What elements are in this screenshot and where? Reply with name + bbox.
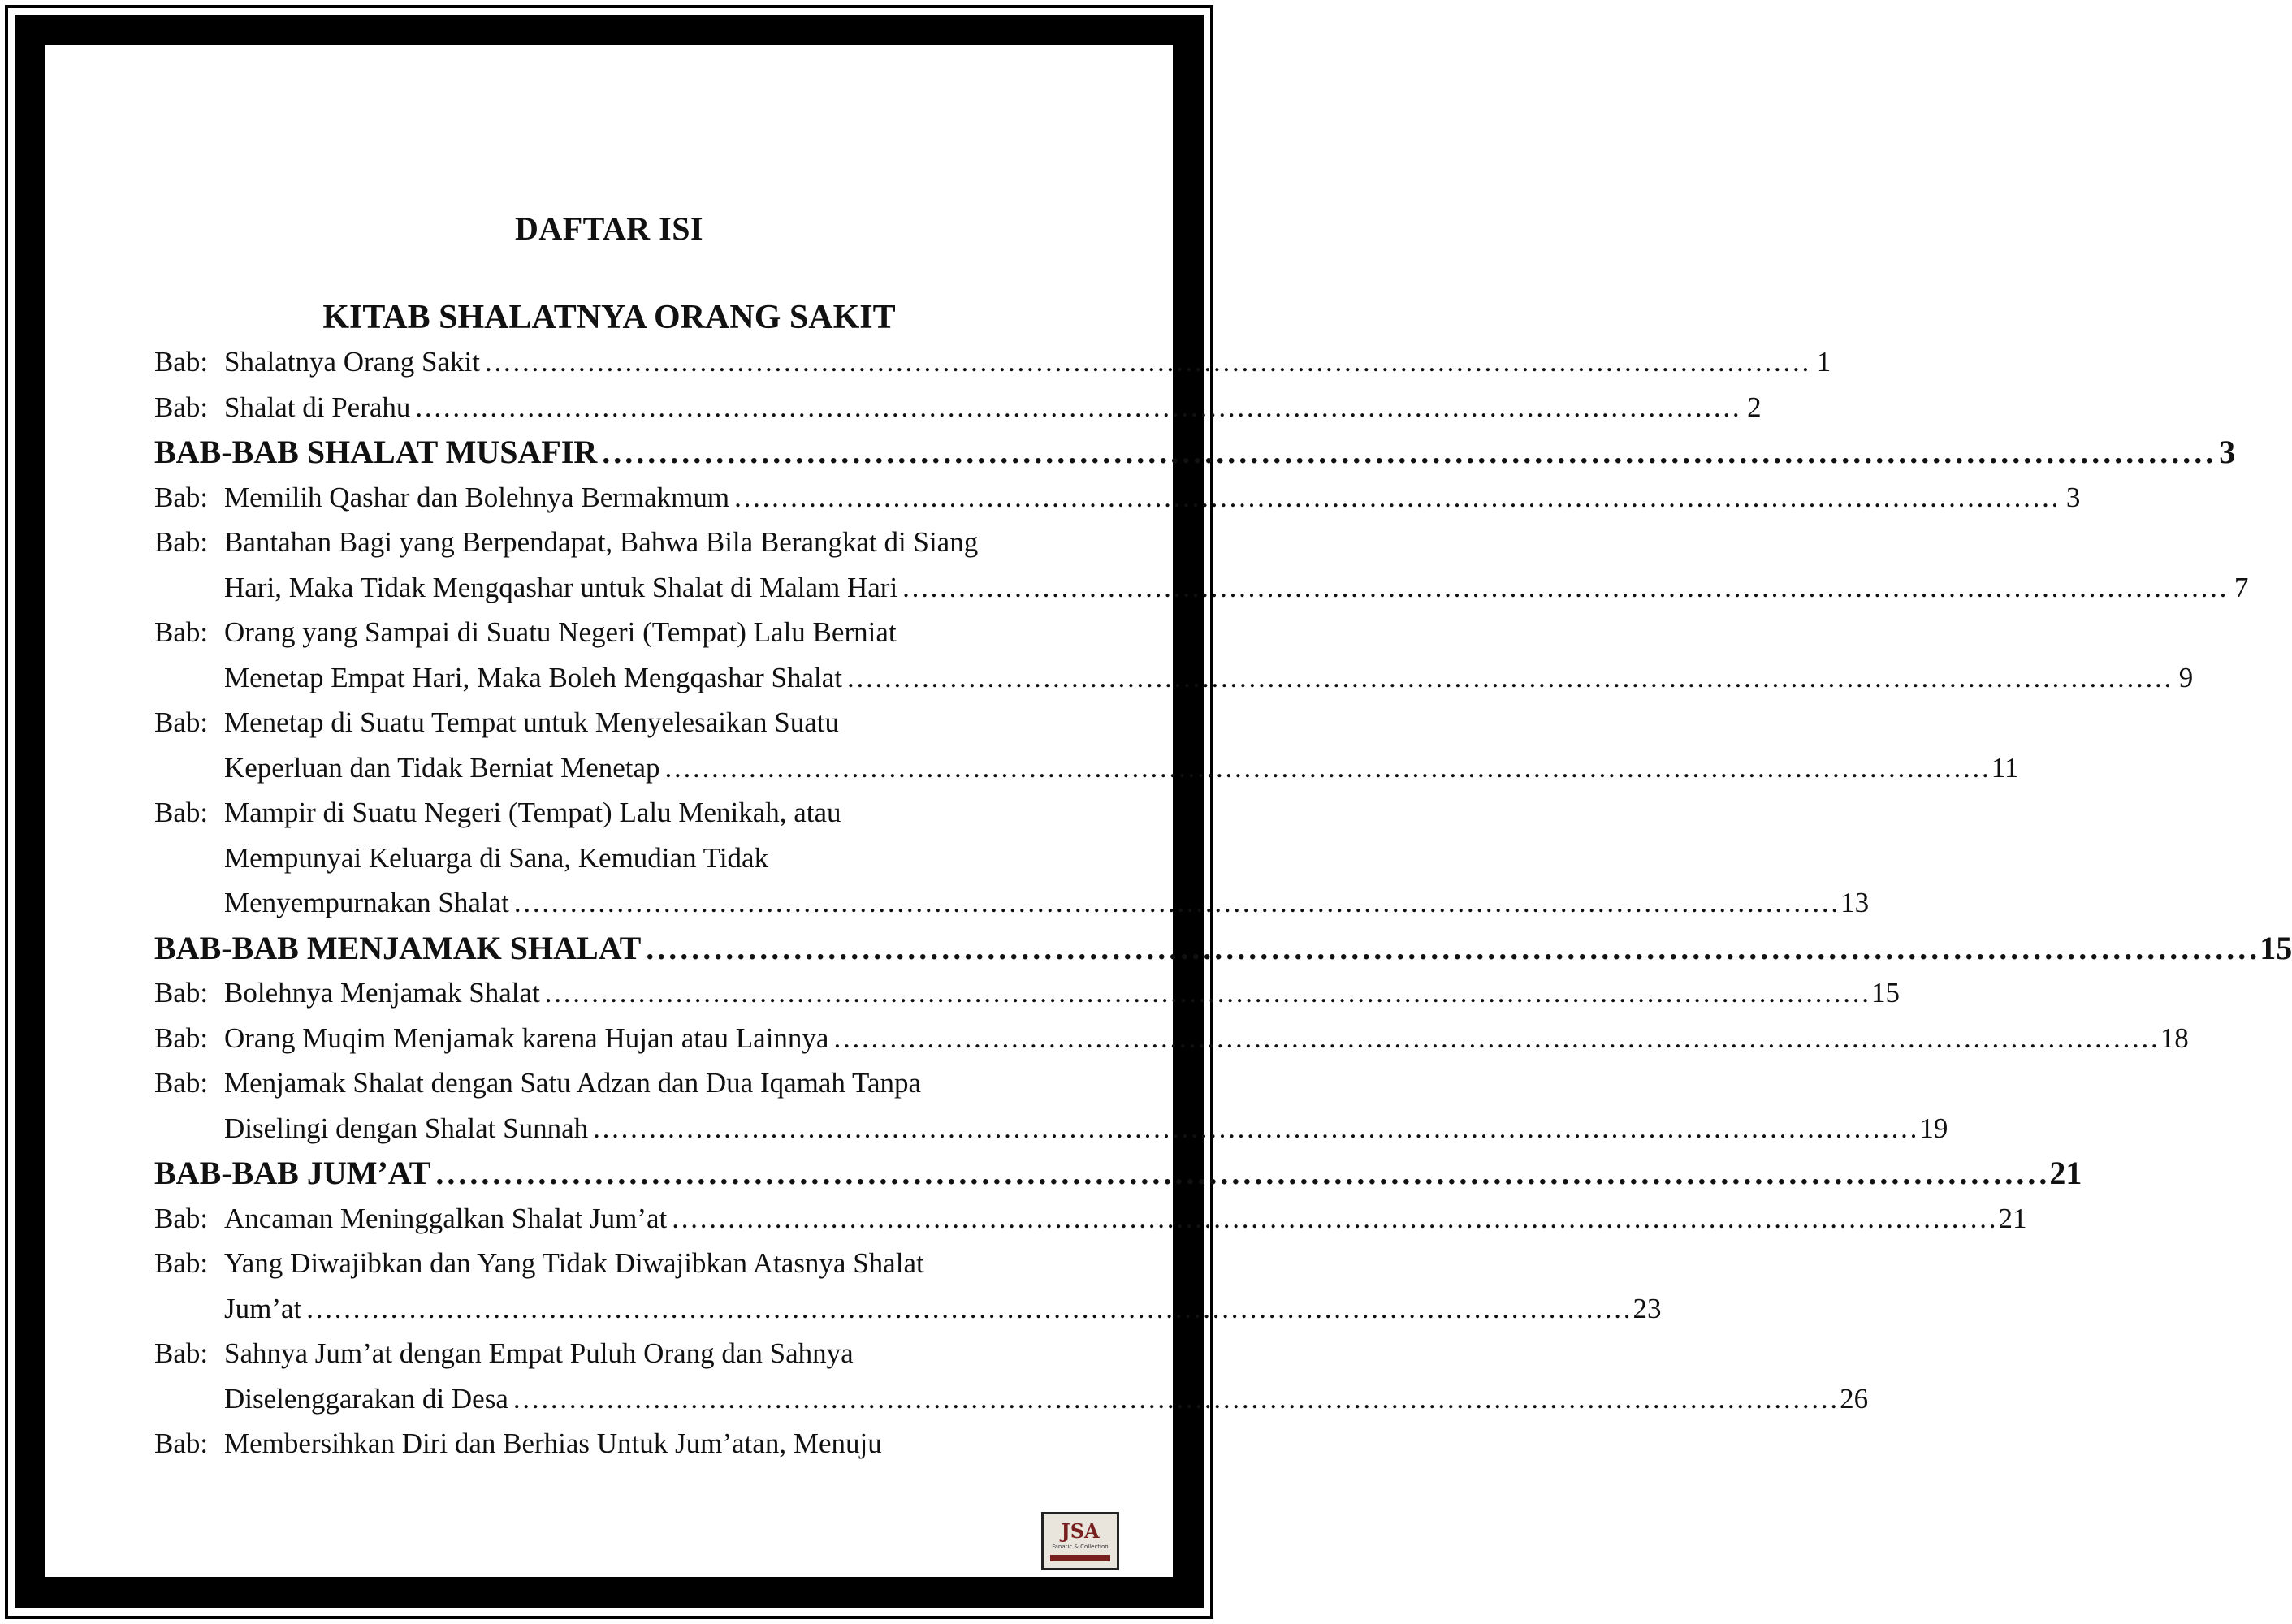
toc-line bbox=[154, 1016, 2189, 1061]
dot-leader bbox=[847, 655, 2169, 701]
toc-entry bbox=[154, 385, 1762, 430]
toc-entry bbox=[154, 1241, 1662, 1331]
toc-line bbox=[154, 1151, 2082, 1196]
dot-leader bbox=[734, 475, 2056, 520]
page-number: 23 bbox=[1633, 1292, 1662, 1324]
dot-leader bbox=[435, 1151, 2044, 1196]
toc-entry bbox=[154, 1196, 2027, 1242]
page-number: 18 bbox=[2160, 1021, 2189, 1054]
chapter-title: BAB-BAB MENJAMAK SHALAT bbox=[154, 929, 642, 966]
bab-prefix: Bab: bbox=[154, 346, 209, 378]
page-number: 13 bbox=[1840, 887, 1870, 918]
page-number: 21 bbox=[2049, 1155, 2082, 1191]
toc-line bbox=[154, 339, 1831, 385]
toc-line bbox=[154, 700, 1087, 745]
toc-line bbox=[154, 1241, 1087, 1286]
bab-prefix: Bab: bbox=[154, 1247, 209, 1279]
entry-title: Jum’at bbox=[224, 1292, 302, 1324]
dot-leader bbox=[665, 745, 1987, 791]
toc-entry bbox=[154, 1331, 1869, 1421]
bab-prefix: Bab: bbox=[154, 1202, 209, 1234]
toc-line bbox=[154, 1331, 1087, 1376]
entry-title: Shalatnya Orang Sakit bbox=[224, 346, 480, 378]
dot-leader bbox=[902, 565, 2224, 611]
entry-title: Membersihkan Diri dan Berhias Untuk Jum’atan, Menuju bbox=[224, 1427, 882, 1459]
toc-entry bbox=[154, 970, 1901, 1016]
toc-line bbox=[154, 1376, 1869, 1422]
bab-prefix: Bab: bbox=[154, 1067, 209, 1099]
entry-title: Ancaman Meninggalkan Shalat Jum’at bbox=[224, 1202, 668, 1234]
entry-title: Mempunyai Keluarga di Sana, Kemudian Tidak bbox=[224, 841, 769, 874]
toc-line bbox=[154, 520, 1087, 565]
entry-title: Diselenggarakan di Desa bbox=[224, 1382, 508, 1415]
entry-title: Shalat di Perahu bbox=[224, 391, 411, 423]
entry-title: Menetap di Suatu Tempat untuk Menyelesaikan Suatu bbox=[224, 706, 840, 738]
page-number: 2 bbox=[1747, 391, 1762, 423]
toc-line bbox=[154, 475, 2081, 520]
toc-line bbox=[154, 610, 1087, 655]
toc-line bbox=[154, 655, 2194, 701]
page-title: DAFTAR ISI bbox=[514, 210, 704, 247]
toc-line bbox=[154, 1106, 1948, 1151]
bab-prefix: Bab: bbox=[154, 481, 209, 513]
dot-leader bbox=[833, 1016, 2155, 1061]
page-number: 19 bbox=[1919, 1112, 1948, 1144]
entry-title: Orang yang Sampai di Suatu Negeri (Tempat) Lalu Berniat bbox=[224, 616, 897, 648]
entry-title: Memilih Qashar dan Bolehnya Bermakmum bbox=[224, 481, 730, 513]
page-number: 7 bbox=[2234, 571, 2249, 603]
entry-title: Bolehnya Menjamak Shalat bbox=[224, 977, 540, 1009]
toc-entry bbox=[154, 339, 1831, 385]
logo-subtitle: Fanatic & Collection bbox=[1052, 1544, 1109, 1550]
toc-entry bbox=[154, 790, 1870, 926]
toc-chapter-heading bbox=[154, 926, 2292, 971]
entry-title: Mampir di Suatu Negeri (Tempat) Lalu Menikah, atau bbox=[224, 797, 841, 828]
toc-entry bbox=[154, 475, 2081, 520]
toc-line bbox=[154, 1286, 1662, 1332]
toc-line bbox=[154, 745, 2019, 791]
toc-line bbox=[154, 790, 1087, 836]
entry-title: Menetap Empat Hari, Maka Boleh Mengqashar Shalat bbox=[224, 661, 843, 693]
page-number: 11 bbox=[1991, 751, 2019, 784]
toc-entry bbox=[154, 520, 2249, 610]
logo-text: JSA bbox=[1061, 1519, 1100, 1543]
publisher-logo bbox=[1041, 1512, 1119, 1570]
toc-line bbox=[154, 1060, 1087, 1106]
toc-chapter-heading bbox=[154, 1151, 2082, 1196]
table-of-contents bbox=[154, 339, 2292, 1466]
bab-prefix: Bab: bbox=[154, 1427, 209, 1459]
dot-leader bbox=[602, 430, 2211, 475]
dot-leader bbox=[646, 926, 2255, 971]
toc-line bbox=[154, 430, 2236, 475]
page-number: 15 bbox=[1871, 977, 1901, 1009]
entry-title: Menjamak Shalat dengan Satu Adzan dan Dua Iqamah Tanpa bbox=[224, 1067, 922, 1099]
chapter-title: BAB-BAB JUM’AT bbox=[154, 1155, 431, 1191]
dot-leader bbox=[306, 1286, 1628, 1332]
entry-title: Orang Muqim Menjamak karena Hujan atau Lainnya bbox=[224, 1021, 829, 1054]
dot-leader bbox=[513, 1376, 1835, 1422]
toc-entry bbox=[154, 1060, 1948, 1151]
toc-line bbox=[154, 1421, 1087, 1466]
bab-prefix: Bab: bbox=[154, 616, 209, 648]
page-number: 15 bbox=[2260, 929, 2292, 966]
toc-line bbox=[154, 970, 1901, 1016]
dot-leader bbox=[415, 385, 1736, 430]
toc-line bbox=[154, 836, 1087, 881]
bab-prefix: Bab: bbox=[154, 391, 209, 423]
toc-entry bbox=[154, 610, 2194, 700]
toc-line bbox=[154, 926, 2292, 971]
page-number: 9 bbox=[2178, 661, 2194, 693]
toc-entry bbox=[154, 1421, 1087, 1466]
bab-prefix: Bab: bbox=[154, 1021, 209, 1054]
dot-leader bbox=[593, 1106, 1914, 1151]
page-number: 21 bbox=[1998, 1202, 2027, 1234]
toc-line bbox=[154, 1196, 2027, 1242]
toc-entry bbox=[154, 700, 2019, 790]
bab-prefix: Bab: bbox=[154, 977, 209, 1009]
toc-chapter-heading bbox=[154, 430, 2236, 475]
entry-title: Bantahan Bagi yang Berpendapat, Bahwa Bila Berangkat di Siang bbox=[224, 526, 979, 558]
page-number: 26 bbox=[1840, 1382, 1869, 1415]
entry-title: Yang Diwajibkan dan Yang Tidak Diwajibkan Atasnya Shalat bbox=[224, 1247, 924, 1279]
toc-line bbox=[154, 385, 1762, 430]
entry-title: Sahnya Jum’at dengan Empat Puluh Orang dan Sahnya bbox=[224, 1337, 854, 1369]
entry-title: Menyempurnakan Shalat bbox=[224, 887, 509, 918]
toc-entry bbox=[154, 1016, 2189, 1061]
entry-title: Hari, Maka Tidak Mengqashar untuk Shalat di Malam Hari bbox=[224, 571, 898, 603]
bab-prefix: Bab: bbox=[154, 706, 209, 738]
dot-leader bbox=[545, 970, 1866, 1016]
page-number: 3 bbox=[2219, 434, 2236, 470]
entry-title: Diselingi dengan Shalat Sunnah bbox=[224, 1112, 589, 1144]
toc-line bbox=[154, 880, 1870, 926]
dot-leader bbox=[672, 1196, 1993, 1242]
bab-prefix: Bab: bbox=[154, 1337, 209, 1369]
bab-prefix: Bab: bbox=[154, 526, 209, 558]
chapter-title: BAB-BAB SHALAT MUSAFIR bbox=[154, 434, 598, 470]
dot-leader bbox=[485, 339, 1806, 385]
section-heading: KITAB SHALATNYA ORANG SAKIT bbox=[322, 299, 896, 336]
toc-line bbox=[154, 565, 2249, 611]
page-number: 3 bbox=[2065, 481, 2081, 513]
logo-bar bbox=[1050, 1555, 1110, 1561]
dot-leader bbox=[514, 880, 1836, 926]
bab-prefix: Bab: bbox=[154, 797, 209, 828]
entry-title: Keperluan dan Tidak Berniat Menetap bbox=[224, 751, 660, 784]
page-number: 1 bbox=[1816, 346, 1831, 378]
